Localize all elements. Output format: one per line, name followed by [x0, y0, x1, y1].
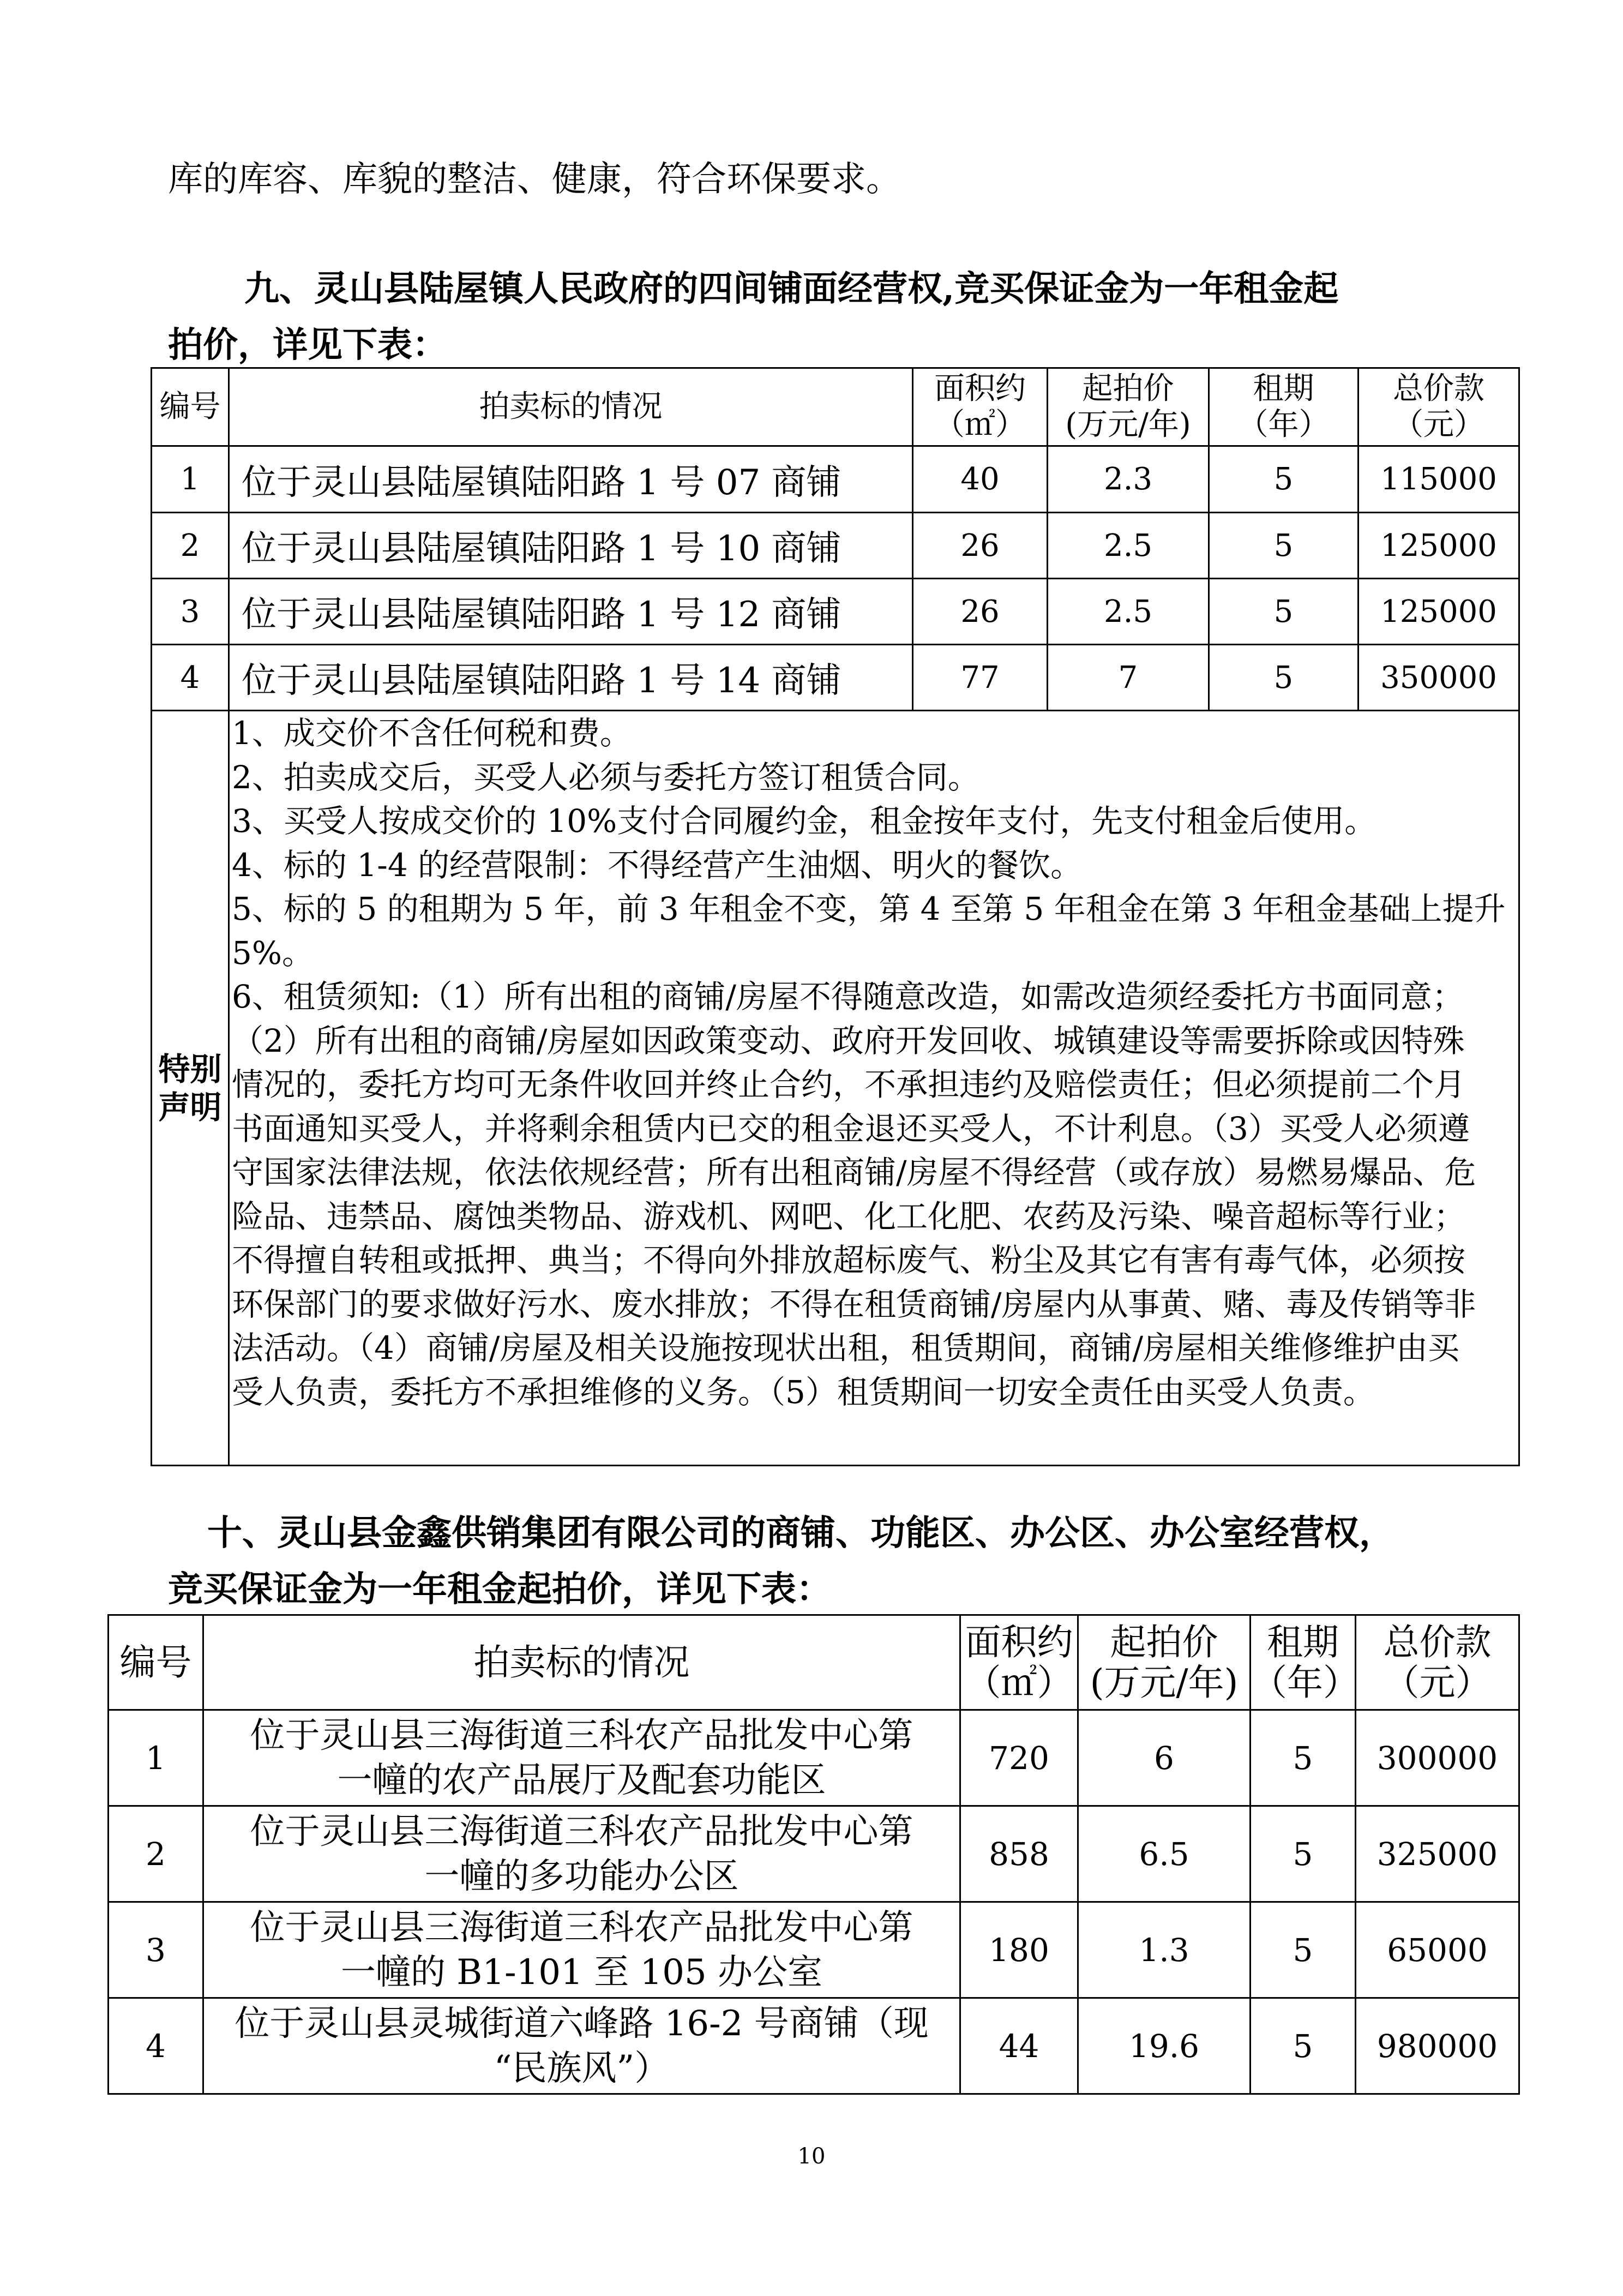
note-line: 情况的，委托方均可无条件收回并终止合约，不承担违约及赔偿责任；但必须提前二个月	[232, 1066, 1466, 1103]
header-price: 起拍价 (万元/年)	[1078, 1615, 1251, 1710]
cell-total: 350000	[1358, 645, 1519, 711]
note-line: 5、标的 5 的租期为 5 年，前 3 年租金不变，第 4 至第 5 年租金在第 3 年租金基础上提升	[232, 890, 1506, 927]
cell-term: 5	[1209, 579, 1358, 645]
cell-item: 位于灵山县灵城街道六峰路 16-2 号商铺（现 “民族风”）	[203, 1998, 960, 2094]
header-term: 租期 （年）	[1251, 1615, 1356, 1710]
cell-term: 5	[1251, 1710, 1356, 1806]
page-number: 10	[797, 2144, 826, 2169]
cell-total: 325000	[1356, 1806, 1519, 1902]
cell-area: 858	[960, 1806, 1078, 1902]
cell-no: 3	[109, 1902, 203, 1998]
header-item: 拍卖标的情况	[229, 368, 913, 446]
cell-no: 2	[152, 513, 229, 579]
cell-total: 980000	[1356, 1998, 1519, 2094]
note-line: （2）所有出租的商铺/房屋如因政策变动、政府开发回收、城镇建设等需要拆除或因特殊	[232, 1022, 1465, 1059]
cell-term: 5	[1251, 1806, 1356, 1902]
cell-price: 2.5	[1048, 579, 1209, 645]
header-total: 总价款（元）	[1358, 368, 1519, 446]
note-line: 法活动。（4）商铺/房屋及相关设施按现状出租，租赁期间，商铺/房屋相关维修维护由买	[232, 1329, 1459, 1366]
header-no: 编号	[152, 368, 229, 446]
notes-content	[229, 711, 1519, 1466]
section10-heading-line1: 十、灵山县金鑫供销集团有限公司的商铺、功能区、办公区、办公室经营权，	[207, 1513, 1394, 1554]
table-row	[109, 1806, 1519, 1902]
cell-no: 1	[109, 1710, 203, 1806]
cell-total: 125000	[1358, 513, 1519, 579]
cell-total: 65000	[1356, 1902, 1519, 1998]
cell-total: 300000	[1356, 1710, 1519, 1806]
note-line: 守国家法律法规，依法依规经营；所有出租商铺/房屋不得经营（或存放）易燃易爆品、危	[232, 1154, 1476, 1191]
header-no: 编号	[109, 1615, 203, 1710]
cell-price: 6.5	[1078, 1806, 1251, 1902]
note-line: 受人负责，委托方不承担维修的义务。（5）租赁期间一切安全责任由买受人负责。	[232, 1373, 1375, 1411]
note-line: 1、成交价不含任何税和费。	[232, 715, 632, 752]
cell-price: 19.6	[1078, 1998, 1251, 2094]
note-line: 险品、违禁品、腐蚀类物品、游戏机、网吧、化工化肥、农药及污染、噪音超标等行业；	[232, 1197, 1466, 1235]
cell-term: 5	[1251, 1902, 1356, 1998]
cell-no: 2	[109, 1806, 203, 1902]
section10-table	[107, 1614, 1520, 2095]
cell-item: 位于灵山县陆屋镇陆阳路 1 号 14 商铺	[229, 645, 913, 711]
cell-term: 5	[1209, 645, 1358, 711]
section9-heading-line1: 九、灵山县陆屋镇人民政府的四间铺面经营权,竞买保证金为一年租金起	[244, 268, 1339, 309]
cell-item: 位于灵山县陆屋镇陆阳路 1 号 10 商铺	[229, 513, 913, 579]
cell-no: 3	[152, 579, 229, 645]
cell-item: 位于灵山县陆屋镇陆阳路 1 号 12 商铺	[229, 579, 913, 645]
cell-price: 2.5	[1048, 513, 1209, 579]
table-row	[109, 1710, 1519, 1806]
cell-item: 位于灵山县陆屋镇陆阳路 1 号 07 商铺	[229, 446, 913, 513]
header-term: 租期 （年）	[1209, 368, 1358, 446]
header-area: 面积约 （㎡）	[960, 1615, 1078, 1710]
cell-item: 位于灵山县三海街道三科农产品批发中心第 一幢的农产品展厅及配套功能区	[203, 1710, 960, 1806]
note-line: 4、标的 1-4 的经营限制：不得经营产生油烟、明火的餐饮。	[232, 846, 1083, 884]
cell-term: 5	[1209, 446, 1358, 513]
cell-area: 26	[913, 513, 1048, 579]
cell-no: 4	[152, 645, 229, 711]
cell-area: 44	[960, 1998, 1078, 2094]
cell-area: 720	[960, 1710, 1078, 1806]
notes-label: 特别 声明	[152, 711, 229, 1466]
note-line: 3、买受人按成交价的 10%支付合同履约金，租金按年支付，先支付租金后使用。	[232, 802, 1376, 840]
section10-heading-line2: 竞买保证金为一年租金起拍价，详见下表：	[168, 1569, 831, 1610]
cell-area: 26	[913, 579, 1048, 645]
cell-price: 6	[1078, 1710, 1251, 1806]
note-line: 书面通知买受人，并将剩余租赁内已交的租金退还买受人，不计利息。（3）买受人必须遵	[232, 1110, 1470, 1147]
note-line: 5%。	[232, 934, 314, 972]
cell-term: 5	[1209, 513, 1358, 579]
cell-total: 125000	[1358, 579, 1519, 645]
header-total: 总价款 （元）	[1356, 1615, 1519, 1710]
cell-no: 1	[152, 446, 229, 513]
header-area: 面积约 （㎡）	[913, 368, 1048, 446]
table-row	[152, 579, 1519, 645]
table-row	[109, 1998, 1519, 2094]
note-line: 2、拍卖成交后，买受人必须与委托方签订租赁合同。	[232, 758, 979, 796]
cell-price: 1.3	[1078, 1902, 1251, 1998]
header-item: 拍卖标的情况	[203, 1615, 960, 1710]
notes-row	[152, 711, 1519, 1466]
cell-term: 5	[1251, 1998, 1356, 2094]
cell-no: 4	[109, 1998, 203, 2094]
cell-area: 180	[960, 1902, 1078, 1998]
table-row	[152, 446, 1519, 513]
cell-price: 2.3	[1048, 446, 1209, 513]
table-row	[109, 1902, 1519, 1998]
intro-text: 库的库容、库貌的整洁、健康，符合环保要求。	[168, 159, 901, 200]
cell-price: 7	[1048, 645, 1209, 711]
cell-item: 位于灵山县三海街道三科农产品批发中心第 一幢的 B1-101 至 105 办公室	[203, 1902, 960, 1998]
header-price: 起拍价 (万元/年)	[1048, 368, 1209, 446]
cell-area: 77	[913, 645, 1048, 711]
note-line: 不得擅自转租或抵押、典当；不得向外排放超标废气、粉尘及其它有害有毒气体，必须按	[232, 1242, 1466, 1279]
cell-area: 40	[913, 446, 1048, 513]
table-row	[152, 513, 1519, 579]
cell-total: 115000	[1358, 446, 1519, 513]
table-row	[152, 645, 1519, 711]
note-line: 6、租赁须知:（1）所有出租的商铺/房屋不得随意改造，如需改造须经委托方书面同意；	[232, 978, 1464, 1015]
section9-heading-line2: 拍价，详见下表：	[168, 325, 447, 365]
section9-table	[151, 367, 1520, 1466]
cell-item: 位于灵山县三海街道三科农产品批发中心第 一幢的多功能办公区	[203, 1806, 960, 1902]
note-line: 环保部门的要求做好污水、废水排放；不得在租赁商铺/房屋内从事黄、赌、毒及传销等非	[232, 1285, 1476, 1323]
